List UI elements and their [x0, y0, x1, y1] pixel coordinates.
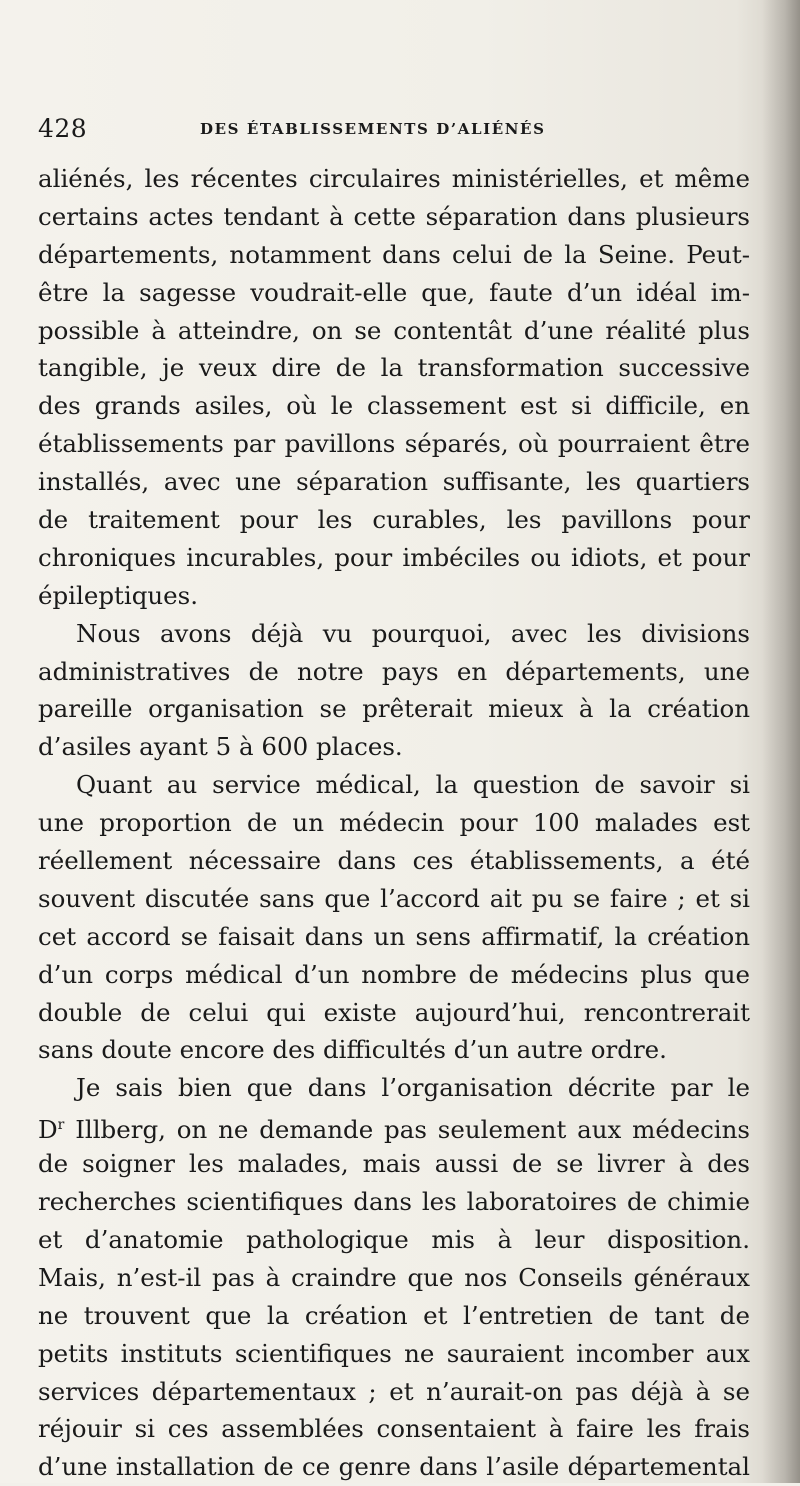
text-line: pareille organisation se prêterait mieux à la création: [38, 694, 750, 724]
text-line: des grands asiles, où le classement est si difficile, en: [38, 391, 750, 421]
text-line: Je sais bien que dans l’organisation décrite par le: [76, 1073, 750, 1103]
text-line: petits instituts scientifiques ne sauraient incomber aux: [38, 1338, 750, 1368]
text-line: d’asiles ayant 5 à 600 places.: [38, 732, 403, 762]
text-line: départements, notamment dans celui de la Seine. Peut-: [38, 239, 750, 269]
text-line: réjouir si ces assemblées consentaient à faire les frais: [38, 1414, 750, 1444]
text-line: ne trouvent que la création et l’entretien de tant de: [38, 1300, 750, 1330]
page-header: [38, 114, 768, 154]
text-line: d’un corps médical d’un nombre de médecins plus que: [38, 959, 750, 989]
text-line: réellement nécessaire dans ces établissements, a été: [38, 846, 750, 876]
text-line: chroniques incurables, pour imbéciles ou idiots, et pour: [38, 542, 750, 572]
text-line: être la sagesse voudrait-elle que, faute d’un idéal im-: [38, 277, 750, 307]
text-line: Nous avons déjà vu pourquoi, avec les divisions: [76, 618, 750, 648]
dr-abbrev: D: [38, 1115, 58, 1145]
text-line: recherches scientifiques dans les laboratoires de chimie: [38, 1187, 750, 1217]
running-title: DES ÉTABLISSEMENTS D’ALIÉNÉS: [200, 120, 546, 138]
text-line: d’une installation de ce genre dans l’asile départemental: [38, 1452, 750, 1482]
text-line: et d’anatomie pathologique mis à leur disposition.: [38, 1224, 750, 1254]
text-line-with-dr: [38, 1107, 750, 1145]
text-line: Mais, n’est-il pas à craindre que nos Conseils généraux: [38, 1262, 750, 1292]
text-line: certains actes tendant à cette séparation dans plusieurs: [38, 201, 750, 231]
text-line: services départementaux ; et n’aurait-on pas déjà à se: [38, 1376, 750, 1406]
page-edge-shadow: [762, 0, 800, 1483]
body-text: [38, 160, 750, 1486]
text-line: souvent discutée sans que l’accord ait pu se faire ; et si: [38, 883, 750, 913]
text-line: de soigner les malades, mais aussi de se livrer à des: [38, 1149, 750, 1179]
text-line-rest: Illberg, on ne demande pas seulement aux médecins: [75, 1115, 750, 1145]
text-line: une proportion de un médecin pour 100 malades est: [38, 808, 750, 838]
text-line: administratives de notre pays en départements, une: [38, 656, 750, 686]
text-line: épileptiques.: [38, 580, 199, 610]
page-number: 428: [38, 114, 88, 143]
text-line: double de celui qui existe aujourd’hui, rencontrerait: [38, 997, 750, 1027]
text-line: cet accord se faisait dans un sens affirmatif, la création: [38, 921, 750, 951]
text-line: installés, avec une séparation suffisante, les quartiers: [38, 467, 750, 497]
text-line: Quant au service médical, la question de savoir si: [76, 770, 750, 800]
text-line: possible à atteindre, on se contentât d’une réalité plus: [38, 315, 750, 345]
text-line: établissements par pavillons séparés, où pourraient être: [38, 429, 750, 459]
text-line: de traitement pour les curables, les pavillons pour: [38, 505, 750, 535]
dr-superscript: r: [57, 1117, 65, 1134]
text-line: aliénés, les récentes circulaires ministérielles, et même: [38, 164, 750, 193]
text-line: sans doute encore des difficultés d’un autre ordre.: [38, 1035, 667, 1065]
text-line: tangible, je veux dire de la transformation successive: [38, 353, 750, 383]
